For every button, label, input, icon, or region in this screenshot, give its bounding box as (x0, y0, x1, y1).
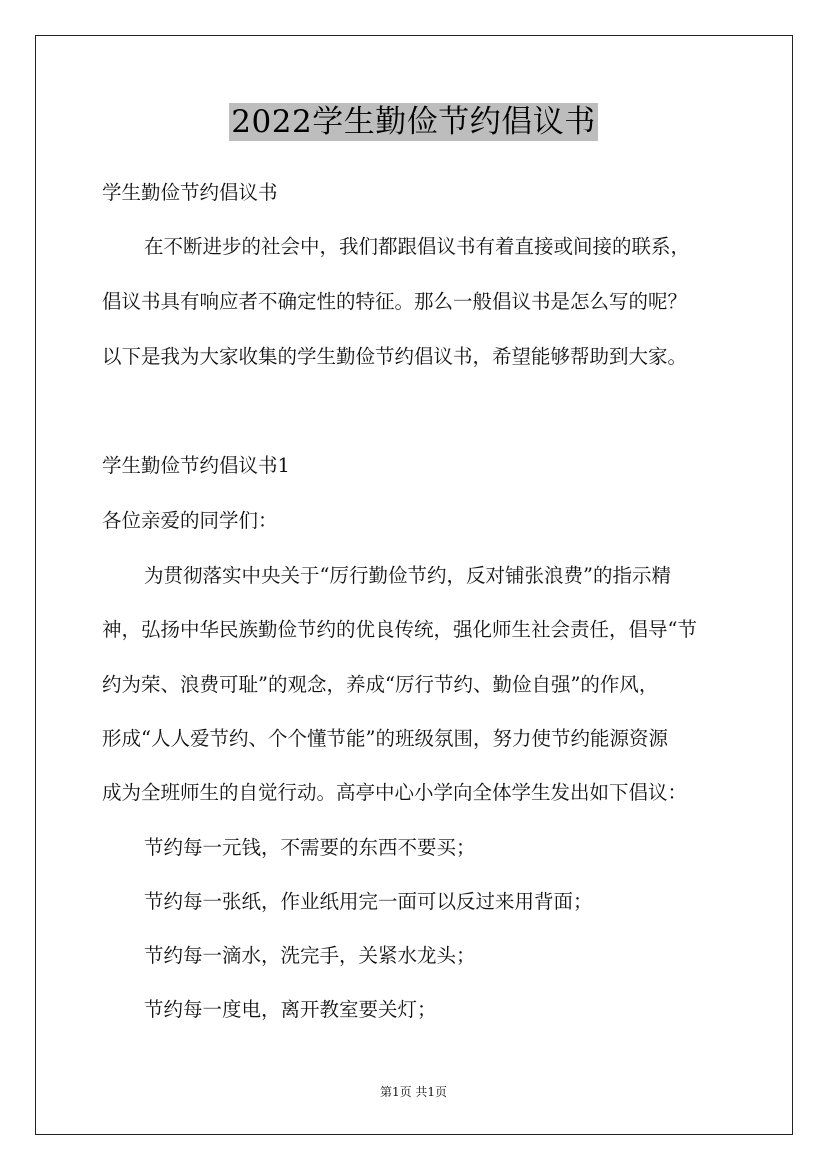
document-subtitle: 学生勤俭节约倡议书 (102, 181, 278, 204)
body-line: 形成“人人爱节约、个个懂节能”的班级氛围，努力使节约能源资源 (102, 727, 668, 750)
pledge-item: 节约每一滴水，洗完手，关紧水龙头； (144, 944, 476, 967)
intro-line: 以下是我为大家收集的学生勤俭节约倡议书，希望能够帮助到大家。 (102, 345, 688, 368)
document-title: 2022学生勤俭节约倡议书 (231, 104, 596, 140)
salutation: 各位亲爱的同学们： (102, 509, 278, 532)
intro-line: 在不断进步的社会中，我们都跟倡议书有着直接或间接的联系， (144, 235, 691, 258)
body-line: 约为荣、浪费可耻”的观念，养成“厉行节约、勤俭自强”的作风， (102, 673, 659, 696)
intro-line: 倡议书具有响应者不确定性的特征。那么一般倡议书是怎么写的呢？ (102, 290, 688, 313)
body-line: 神，弘扬中华民族勤俭节约的优良传统，强化师生社会责任，倡导“节 (102, 618, 697, 641)
page-number: 第1页 共1页 (379, 1085, 448, 1099)
section-heading: 学生勤俭节约倡议书1 (102, 454, 290, 477)
pledge-item: 节约每一张纸，作业纸用完一面可以反过来用背面； (144, 890, 593, 913)
title-container (0, 103, 827, 141)
pledge-item: 节约每一度电，离开教室要关灯； (144, 998, 437, 1021)
pledge-item: 节约每一元钱，不需要的东西不要买； (144, 836, 476, 859)
body-line: 为贯彻落实中央关于“厉行勤俭节约，反对铺张浪费”的指示精 (144, 564, 671, 587)
body-line: 成为全班师生的自觉行动。高亭中心小学向全体学生发出如下倡议： (102, 781, 688, 804)
